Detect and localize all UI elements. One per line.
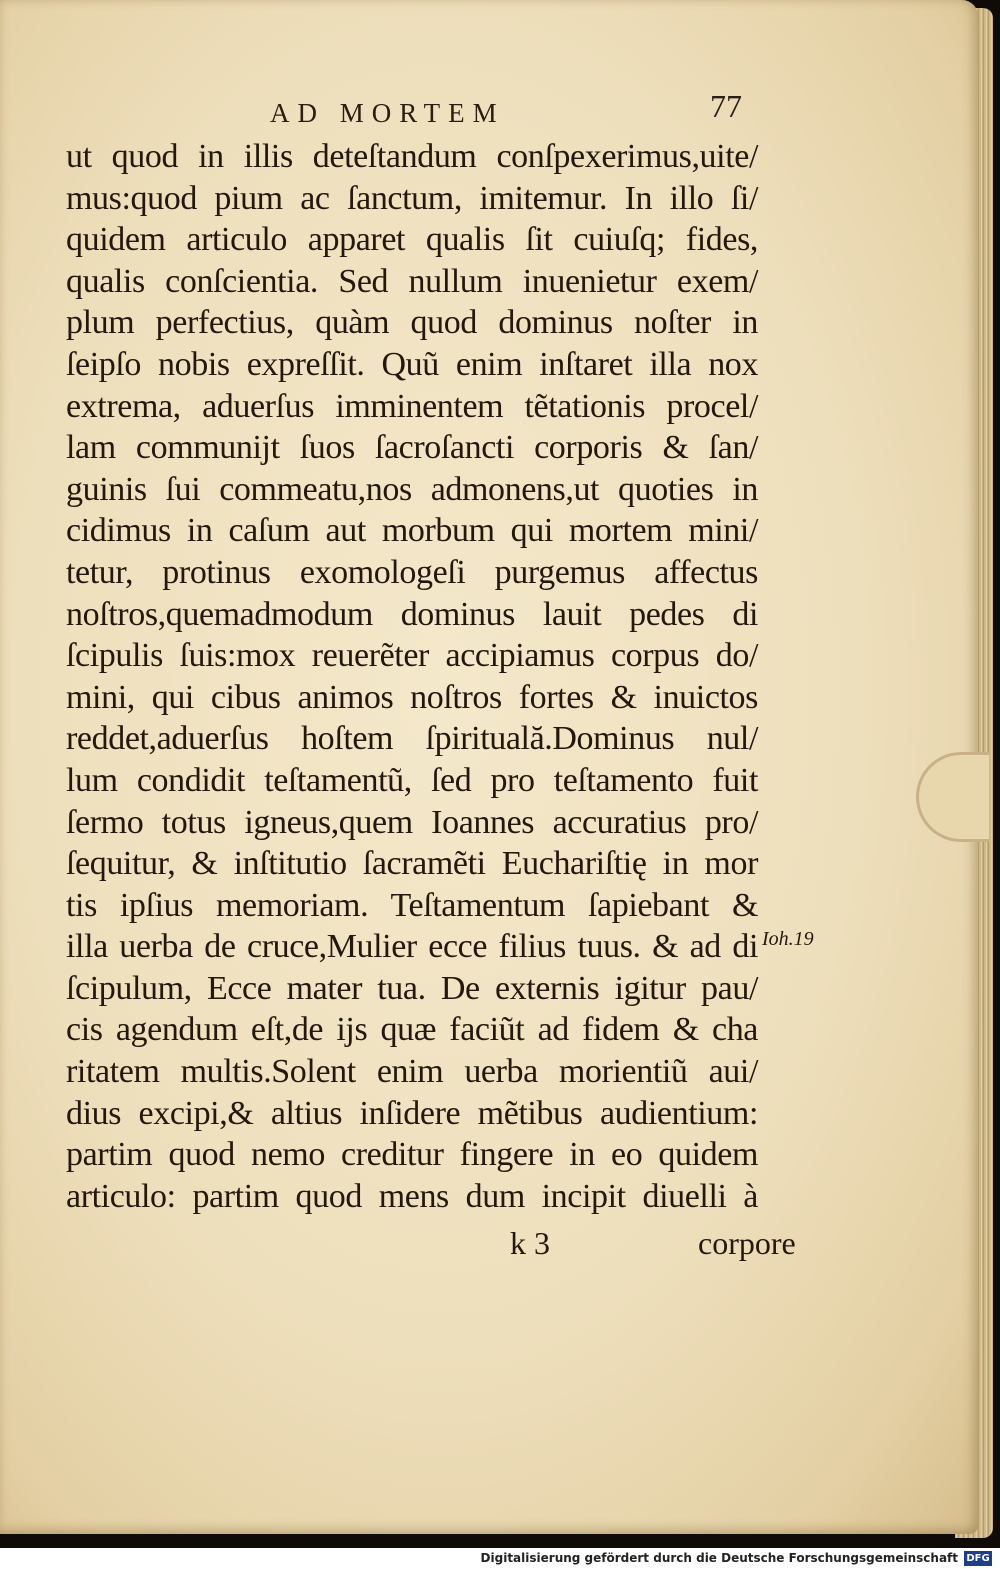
page-clip-notch xyxy=(916,752,989,842)
page-number: 77 xyxy=(710,88,742,124)
text-line: dius excipi,& altius inſidere mẽtibus audientium: xyxy=(66,1094,758,1132)
text-line: cis agendum eſt,de ijs quæ faciũt ad fidem & cha xyxy=(66,1011,758,1049)
text-line: illa uerba de cruce,Mulier ecce filius tuus. & ad di xyxy=(66,928,758,966)
text-line: tis ipſius memoriam. Teſtamentum ſapiebant & xyxy=(66,886,758,924)
text-line: plum perfectius, quàm quod dominus noſter in xyxy=(66,304,758,342)
text-line: ſeipſo nobis expreſſit. Quũ enim inſtaret illa nox xyxy=(66,345,758,383)
marginal-note: Ioh.19 xyxy=(762,928,814,950)
text-line: ritatem multis.Solent enim uerba morientiũ aui/ xyxy=(66,1053,758,1091)
text-line: lam communijt ſuos ſacroſancti corporis & ſan/ xyxy=(66,429,758,467)
body-text xyxy=(66,136,758,1217)
running-head: AD MORTEM xyxy=(270,98,505,128)
text-line: ſequitur, & inſtitutio ſacramẽti Euchariſtię in mor xyxy=(66,845,758,883)
signature-line xyxy=(66,1225,796,1267)
text-line: qualis conſcientia. Sed nullum inuenietur exem/ xyxy=(66,262,758,300)
text-line: quidem articulo apparet qualis ſit cuiuſq; fides, xyxy=(66,221,758,259)
text-line: cidimus in caſum aut morbum qui mortem mini/ xyxy=(66,512,758,550)
text-line: noſtros,quemadmodum dominus lauit pedes di xyxy=(66,595,758,633)
text-line: ſcipulis ſuis:mox reuerẽter accipiamus corpus do/ xyxy=(66,637,758,675)
ink-bleed-through xyxy=(868,238,943,313)
text-line: ſcipulum, Ecce mater tua. De externis igitur pau/ xyxy=(66,969,758,1007)
text-line: partim quod nemo creditur fingere in eo quidem xyxy=(66,1136,758,1174)
text-line: guinis ſui commeatu,nos admonens,ut quoties in xyxy=(66,470,758,508)
text-line: tetur, protinus exomologeſi purgemus affectus xyxy=(66,553,758,591)
catchword: corpore xyxy=(698,1225,796,1261)
signature-mark: k 3 xyxy=(510,1225,550,1261)
text-line: extrema, aduerſus imminentem tẽtationis procel/ xyxy=(66,387,758,425)
text-line: lum condidit teſtamentũ, ſed pro teſtamento fuit xyxy=(66,761,758,799)
text-line: reddet,aduerſus hoſtem ſpirituală.Dominus nul/ xyxy=(66,720,758,758)
funding-credit: Digitalisierung gefördert durch die Deutsche Forschungsgemeinschaft xyxy=(480,1551,958,1565)
text-line: ut quod in illis deteſtandum conſpexerimus,uite/ xyxy=(66,138,758,175)
text-line: mus:quod pium ac ſanctum, imitemur. In illo ſi/ xyxy=(66,179,758,217)
footer-bar xyxy=(0,1548,1000,1569)
text-line: mini, qui cibus animos noſtros fortes & inuictos xyxy=(66,678,758,716)
text-line: ſermo totus igneus,quem Ioannes accuratius pro/ xyxy=(66,803,758,841)
text-line: articulo: partim quod mens dum incipit diuelli à xyxy=(66,1177,758,1215)
dfg-logo: DFG xyxy=(964,1551,992,1566)
